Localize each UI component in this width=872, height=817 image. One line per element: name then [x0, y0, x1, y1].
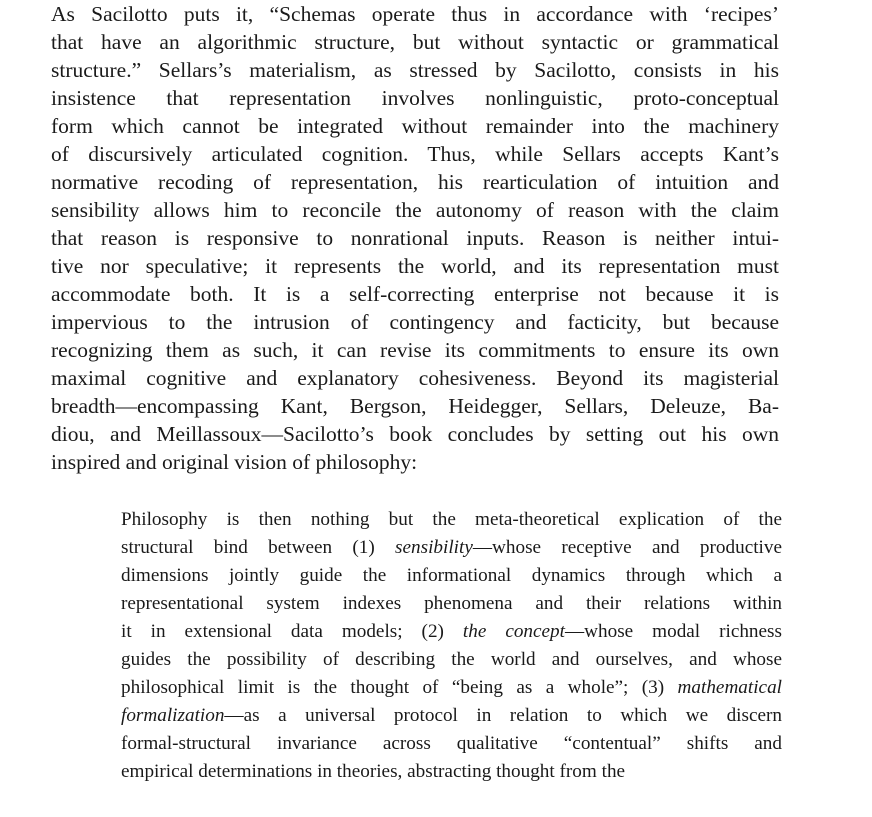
quote-emphasis-formalization: formalization: [121, 705, 225, 726]
paragraph-line: normative recoding of representation, his rearticulation of intuition and: [51, 170, 779, 194]
paragraph-line: that reason is responsive to nonrational inputs. Reason is neither intui-: [51, 226, 779, 250]
block-quote: [121, 506, 782, 786]
paragraph-line: structure.” Sellars’s materialism, as stressed by Sacilotto, consists in his: [51, 58, 779, 82]
quote-emphasis-sensibility: sensibility: [395, 537, 473, 558]
quote-line: formal-structural invariance across qualitative “contentual” shifts and: [121, 733, 782, 754]
quote-text: —whose modal richness: [564, 621, 782, 642]
paragraph-line: inspired and original vision of philosophy:: [51, 450, 418, 474]
paragraph-line: that have an algorithmic structure, but without syntactic or grammatical: [51, 30, 779, 54]
quote-text: it in extensional data models; (2): [121, 621, 463, 642]
paragraph-line: accommodate both. It is a self-correcting enterprise not because it is: [51, 282, 779, 306]
quote-emphasis-concept: the concept: [462, 621, 565, 642]
paragraph-line: maximal cognitive and explanatory cohesiveness. Beyond its magisterial: [51, 366, 779, 390]
paragraph-line: As Sacilotto puts it, “Schemas operate thus in accordance with ‘recipes’: [51, 2, 779, 26]
paragraph-line: form which cannot be integrated without remainder into the machinery: [51, 114, 779, 138]
quote-emphasis-mathematical: mathematical: [677, 677, 782, 698]
quote-text: —whose receptive and productive: [472, 537, 782, 558]
paragraph-line: insistence that representation involves nonlinguistic, proto-conceptual: [51, 86, 779, 110]
paragraph-line: recognizing them as such, it can revise its commitments to ensure its own: [51, 338, 779, 362]
quote-line: dimensions jointly guide the informational dynamics through which a: [121, 565, 782, 586]
paragraph-line: of discursively articulated cognition. Thus, while Sellars accepts Kant’s: [51, 142, 779, 166]
paragraph-line: diou, and Meillassoux—Sacilotto’s book concludes by setting out his own: [51, 422, 779, 446]
paragraph-line: sensibility allows him to reconcile the autonomy of reason with the claim: [51, 198, 779, 222]
quote-text: —as a universal protocol in relation to which we discern: [224, 705, 782, 726]
paragraph-line: impervious to the intrusion of contingency and facticity, but because: [51, 310, 779, 334]
quote-line: [121, 618, 782, 646]
quote-line: empirical determinations in theories, abstracting thought from the: [121, 761, 626, 782]
quote-line: [121, 702, 782, 730]
quote-line: guides the possibility of describing the world and ourselves, and whose: [121, 649, 782, 670]
quote-line: [121, 534, 782, 562]
paragraph-line: breadth—encompassing Kant, Bergson, Heidegger, Sellars, Deleuze, Ba-: [51, 394, 779, 418]
quote-line: Philosophy is then nothing but the meta-theoretical explication of the: [121, 509, 782, 530]
quote-line: [121, 674, 782, 702]
quote-text: structural bind between (1): [121, 537, 396, 558]
body-paragraph: [51, 0, 779, 476]
paragraph-line: tive nor speculative; it represents the world, and its representation must: [51, 254, 779, 278]
quote-line: representational system indexes phenomena and their relations within: [121, 593, 782, 614]
quote-text: philosophical limit is the thought of “being as a whole”; (3): [121, 677, 678, 698]
